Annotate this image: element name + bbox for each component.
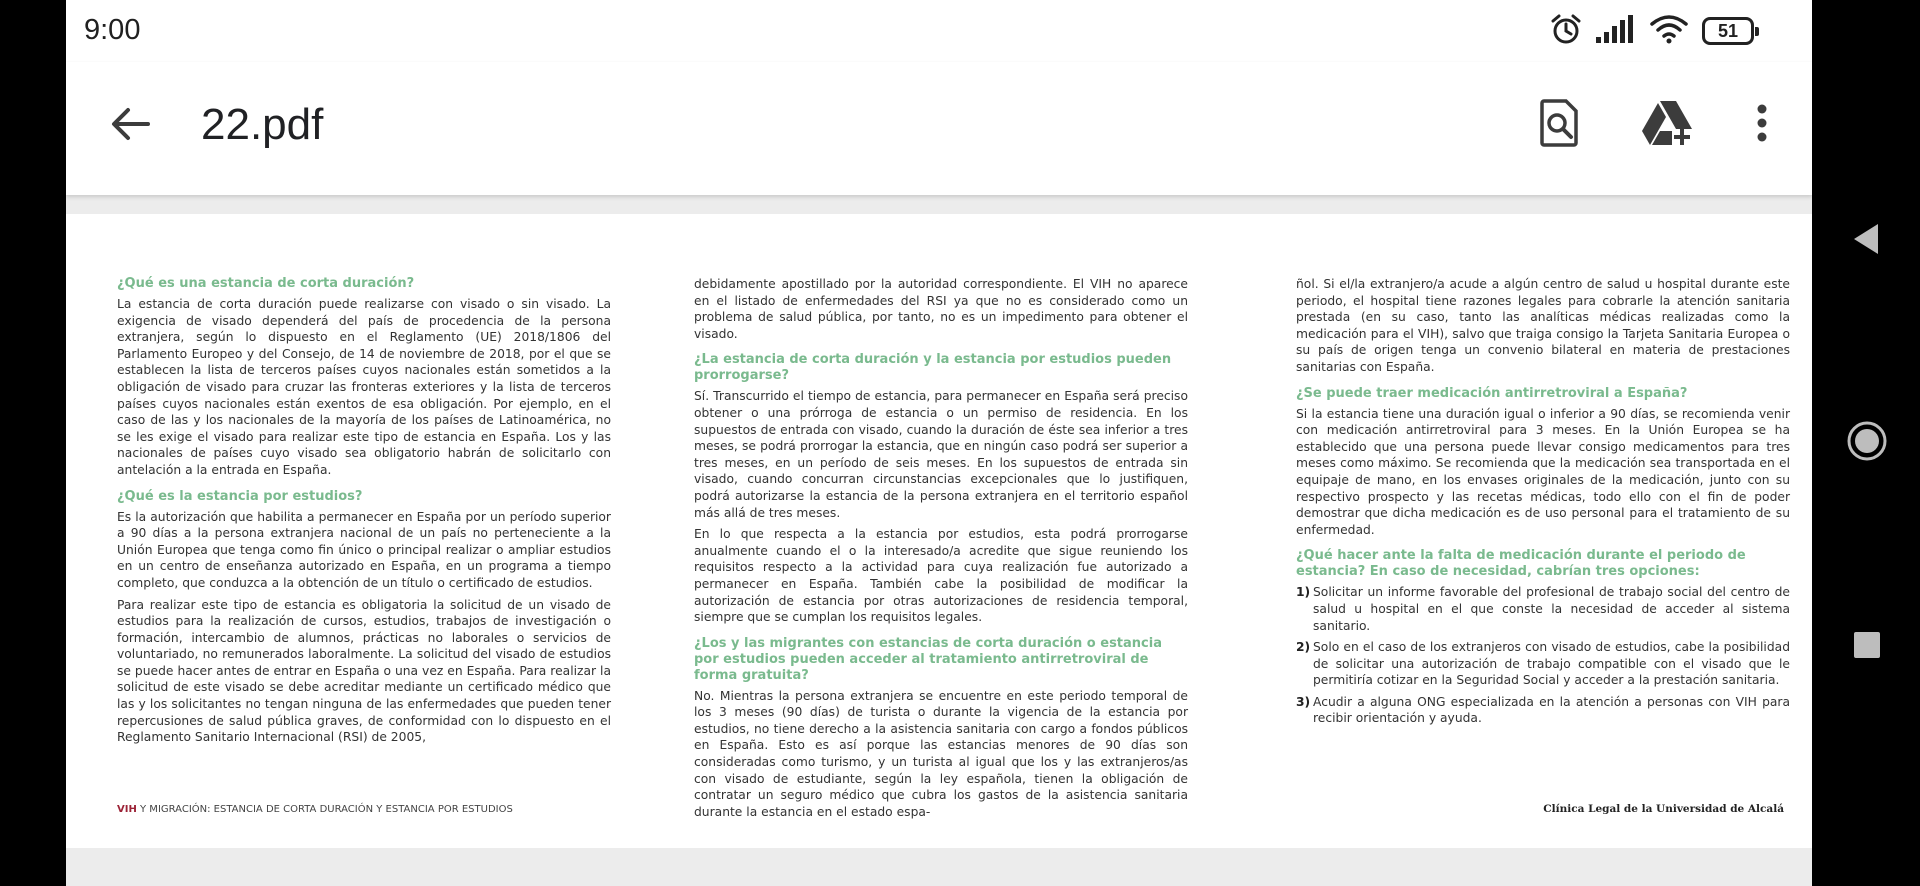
more-vert-icon	[1756, 103, 1768, 148]
nav-home-button[interactable]	[1846, 420, 1890, 464]
nav-home-icon	[1846, 449, 1888, 466]
find-in-document-button[interactable]	[1531, 94, 1587, 156]
status-bar	[66, 0, 1812, 62]
paragraph: Es la autorización que habilita a permanecer en España por un período superior a 90 días a la persona extranjera nacional de un país no perteneciente a la Unión Europea que tenga como fin único o principal realizar o ampliar estudios en un centro de enseñanza autorizado en España, en un programa a tiempo completo, que conduzca a la obtención de un título o certificado de estudios.	[117, 509, 611, 590]
battery-level: 51	[1717, 20, 1739, 41]
section-heading: ¿Qué es la estancia por estudios?	[117, 488, 363, 504]
section-heading: ¿Los y las migrantes con estancias de corta duración o estancia por estudios pueden acceder al tratamiento antirretroviral de forma gratuita?	[694, 635, 1162, 683]
list-text: Acudir a alguna ONG especializada en la atención a personas con VIH para recibir orientación y ayuda.	[1313, 694, 1790, 726]
list-item	[1296, 639, 1790, 689]
section-heading: ¿Qué hacer ante la falta de medicación durante el periodo de estancia? En caso de necesidad, cabrían tres opciones:	[1296, 548, 1746, 580]
page-footer-right: Clínica Legal de la Universidad de Alcalá	[1543, 803, 1784, 815]
back-button[interactable]	[102, 98, 158, 154]
nav-recents-button[interactable]	[1854, 632, 1882, 660]
pdf-page[interactable]	[66, 214, 1812, 848]
section-heading: ¿Se puede traer medicación antirretroviral a España?	[1296, 385, 1688, 401]
add-to-drive-button[interactable]	[1638, 94, 1700, 156]
list-number: 1)	[1296, 585, 1311, 600]
wifi-icon	[1650, 14, 1688, 49]
back-arrow-icon	[110, 106, 150, 147]
list-item	[1296, 694, 1790, 727]
device-screen	[66, 0, 1812, 886]
footer-vih: VIH	[117, 804, 137, 815]
nav-back-button[interactable]	[1852, 222, 1892, 262]
paragraph: Para realizar este tipo de estancia es obligatoria la solicitud de un visado de estudios para la realización de cursos, estudios, trabajos de investigación o formación, intercambio de alumnos, prácticas no laborales o servicios de voluntariado, no remunerados laboralmente. La solicitud del visado de estudios se puede hacer antes de entrar en España o una vez en España. Para realizar la solicitud de este visado se debe acreditar mediante un certificado médico que las y los solicitantes no tengan ninguna de las enfermedades que pueden tener repercusiones de salud pública graves, de conformidad con lo dispuesto en el Reglamento Sanitario Internacional (RSI) de 2005,	[117, 597, 611, 745]
section-heading: ¿La estancia de corta duración y la estancia por estudios pueden prorrogarse?	[694, 352, 1172, 384]
paragraph: debidamente apostillado por la autoridad correspondiente. El VIH no aparece en el listado de enfermedades del RSI ya que no es considerado como un problema de salud pública, por tanto, no es un impedimento para obtener el visado.	[694, 277, 1188, 341]
list-number: 3)	[1296, 694, 1311, 709]
add-to-drive-icon	[1642, 99, 1696, 152]
alarm-icon	[1550, 13, 1582, 50]
paragraph: En lo que respecta a la estancia por estudios, esta podrá prorrogarse anualmente cuando el o la interesado/a acredite que sigue reuniendo los requisitos respecto a la actividad para cuya realización fue autorizado a permanecer en España. También cabe la posibilidad de modificar la autorización de estancia por otras autorizaciones de residencia temporal, siempre que se cumplan los requisitos legales.	[694, 527, 1188, 625]
status-time: 9:00	[84, 14, 141, 46]
nav-back-icon	[1852, 243, 1880, 260]
document-title: 22.pdf	[201, 100, 324, 149]
text-column-2	[694, 276, 1188, 825]
paragraph: La estancia de corta duración puede realizarse con visado o sin visado. La exigencia de visado dependerá del país de procedencia de la persona extranjera, según lo dispuesto en el Reglamento (UE) 2018/1806 del Parlamento Europeo y del Consejo, de 14 de noviembre de 2018, por el que se establecen la lista de terceros países cuyos nacionales están sometidos a la obligación de visado para cruzar las fronteras exteriores y la lista de terceros países cuyos nacionales están exentos de esa obligación. Por ejemplo, en el caso de las y los nacionales de la mayoría de los países de Latinoamérica, no se les exige el visado para realizar este tipo de estancia en España. Los y las nacionales de países cuyo visado sea obligatorio habrán de solicitarlo con antelación a la entrada en España.	[117, 297, 611, 477]
list-number: 2)	[1296, 640, 1311, 655]
more-options-button[interactable]	[1744, 94, 1780, 156]
status-icons	[1550, 14, 1754, 48]
paragraph: No. Mientras la persona extranjera se encuentre en este periodo temporal de los 3 meses (90 días) de turista o durante la vigencia de la estancia por estudios, no tiene derecho a la asistencia sanitaria con cargo a fondos públicos en España. Esto es así porque las estancias menores de 90 días son consideradas como turismo, y un turista al igual que los y las extranjeros/as con visado de estudiante, según la ley española, tienen la obligación de contratar un seguro médico que cubra los gastos de la asistencia sanitaria durante la estancia en el estado espa-	[694, 688, 1188, 819]
paragraph: ñol. Si el/la extranjero/a acude a algún centro de salud u hospital durante este periodo, el hospital tiene razones legales para cobrarle la atención sanitaria prestada (en su caso, tanto las analíticas médicas realizadas como la medicación para el VIH), salvo que traiga consigo la Tarjeta Sanitaria Europea o su país de origen tenga un convenio bilateral en materia de prestaciones sanitarias con España.	[1296, 277, 1790, 374]
section-heading: ¿Qué es una estancia de corta duración?	[117, 276, 415, 291]
options-list	[1296, 584, 1790, 727]
list-item	[1296, 584, 1790, 634]
nav-recents-icon	[1854, 645, 1880, 662]
text-column-1	[117, 276, 611, 751]
text-column-3	[1296, 276, 1790, 732]
signal-icon	[1596, 15, 1636, 48]
navigation-bar	[1812, 0, 1920, 886]
paragraph: Si la estancia tiene una duración igual o inferior a 90 días, se recomienda venir con medicación antirretroviral para 3 meses. En la Unión Europea se ha establecido que una persona puede llevar consigo medicamentos para tres meses como máximo. Se recomienda que la medicación sea transportada en el equipaje de mano, en los envases originales de la medicación, junto con su respectivo prospecto y las recetas médicas, todo ello con el fin de poder demostrar que dicha medicación es de uso personal para el tratamiento de su enfermedad.	[1296, 406, 1790, 537]
find-in-document-icon	[1540, 99, 1578, 152]
page-footer-left	[117, 804, 513, 815]
app-bar	[66, 62, 1812, 195]
list-text: Solo en el caso de los extranjeros con visado de estudios, cabe la posibilidad de solicitar una autorización de trabajo compatible con el visado que le permitiría cotizar en la Seguridad Social y acceder a la prestación sanitaria.	[1313, 640, 1790, 688]
footer-title: Y MIGRACIÓN: ESTANCIA DE CORTA DURACIÓN Y ESTANCIA POR ESTUDIOS	[136, 804, 513, 815]
list-text: Solicitar un informe favorable del profesional de trabajo social del centro de salud u hospital en el que conste la necesidad de acceder al sistema sanitario.	[1313, 585, 1790, 633]
battery-icon	[1702, 17, 1754, 45]
paragraph: Sí. Transcurrido el tiempo de estancia, para permanecer en España será preciso obtener o una prórroga de estancia o un permiso de residencia. En los supuestos de entrada con visado, cuando la duración de éste sea inferior a tres meses, se podrá prorrogar la estancia, que en ningún caso podrá ser superior a tres meses, en un período de seis meses. En los supuestos de entrada sin visado, cuando concurran circunstancias excepcionales que lo justifiquen, podrá autorizarse la estancia de la persona extranjera en el territorio español más allá de tres meses.	[694, 389, 1188, 520]
